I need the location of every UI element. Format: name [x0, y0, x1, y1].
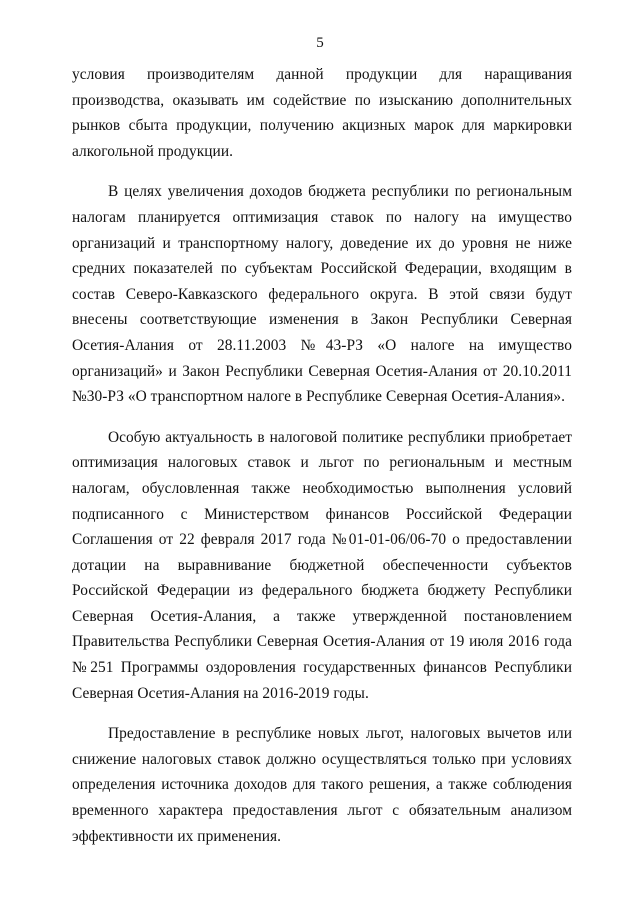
paragraph-new-benefits: Предоставление в республике новых льгот, налоговых вычетов или снижение налоговых ставок должно осуществляться только при условиях определения источника доходов для такого решения, а также соблюдения временного характера предоставления льгот с обязательным анализом эффективности их применения.	[72, 725, 572, 845]
page-number: 5	[316, 35, 324, 51]
paragraph-continuation: условия производителям данной продукции для наращивания производства, оказывать им содействие по изысканию дополнительных рынков сбыта продукции, получению акцизных марок для маркировки алкогольной продукции.	[72, 66, 572, 160]
paragraph-regional-taxes: В целях увеличения доходов бюджета республики по региональным налогам планируется оптимизация ставок по налогу на имущество организаций и транспортному налогу, доведение их до уровня не ниже средних показателей по субъектам Российской Федерации, входящим в состав Северо-Кавказского федерального округа. В этой связи будут внесены соответствующие изменения в Закон Республики Северная Осетия-Алания от 28.11.2003 №43-РЗ «О налоге на имущество организаций» и Закон Республики Северная Осетия-Алания от 20.10.2011 №30-РЗ «О транспортном налоге в Республике Северная Осетия-Алания».	[72, 183, 572, 406]
paragraph-tax-policy: Особую актуальность в налоговой политике республики приобретает оптимизация налоговых ставок и льгот по региональным и местным налогам, обусловленная также необходимостью выполнения условий подписанного с Министерством финансов Российской Федерации Соглашения от 22 февраля 2017 года №01-01-06/06-70 о предоставлении дотации на выравнивание бюджетной обеспеченности субъектов Российской Федерации из федерального бюджета бюджету Республики Северная Осетия-Алания, а также утвержденной постановлением Правительства Республики Северная Осетия-Алания от 19 июля 2016 года №251 Программы оздоровления государственных финансов Республики Северная Осетия-Алания на 2016-2019 годы.	[72, 428, 572, 702]
document-body	[72, 62, 572, 849]
